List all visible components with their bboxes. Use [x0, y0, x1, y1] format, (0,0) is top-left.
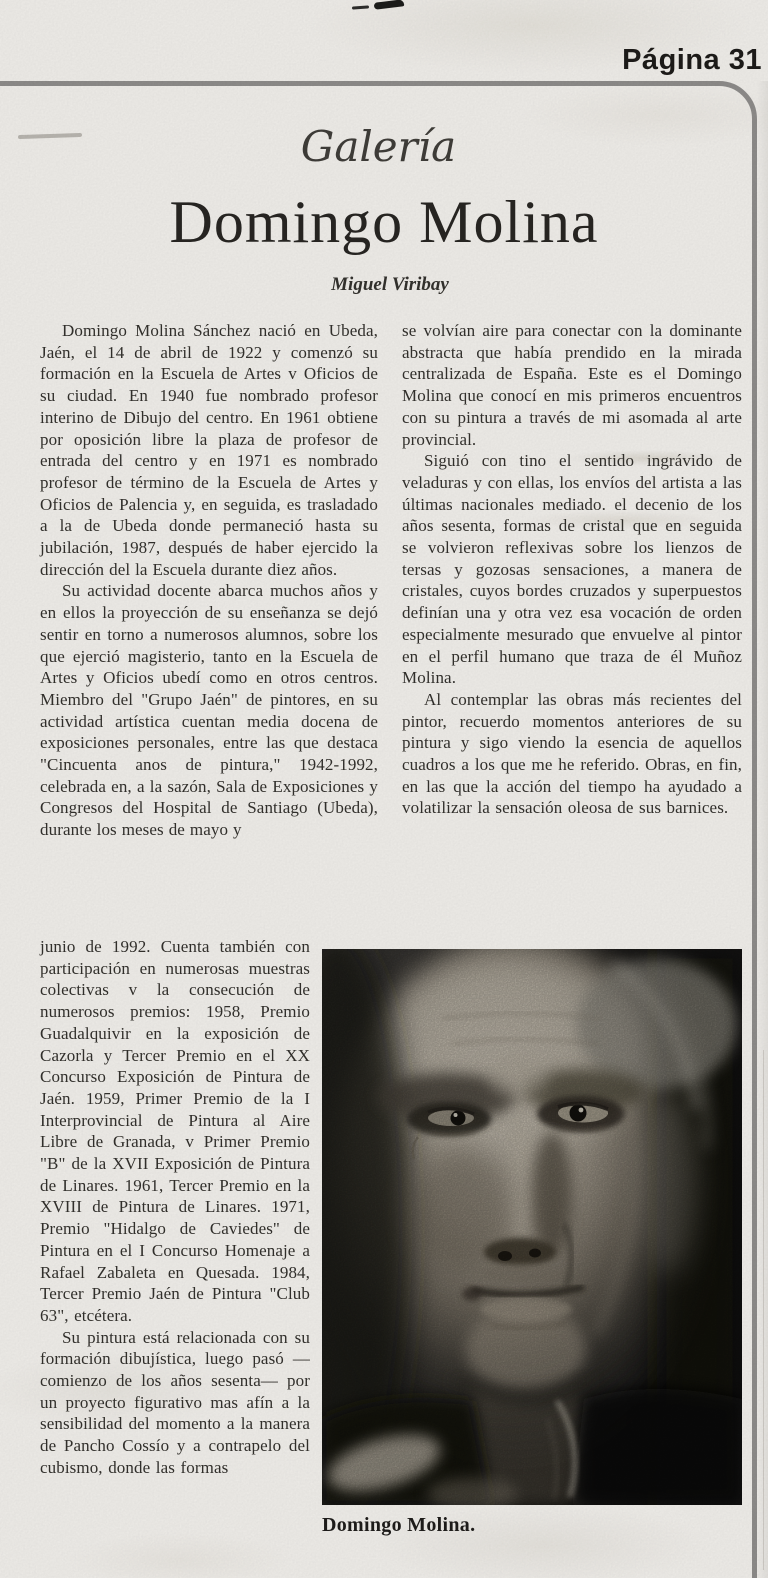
section-title: Galería — [300, 122, 457, 171]
article-paragraph: Siguió con tino el sentido ingrávido de veladuras y con ellas, los envíos del artista a las últimas nacionales mediado. el decenio de los años sesenta, formas de cristal que en seguida se volvieron reflexivas sobre los lienzos de tersas y gozosas sensaciones, a manera de cristales, cuyos bordes cruzados y superpuestos definían una y otra vez esa vocación de orden especialmente mesurado que envuelve al pintor en el perfil humano que traza de él Muñoz Molina. — [402, 451, 742, 688]
article-paragraph: Su pintura está relacionada con su formación dibujística, luego pasó —comienzo de los años sesenta— por un proyecto figurativo mas afín a la sensibilidad del momento a la manera de Pancho Cossío y a contrapelo del cubismo, donde las formas — [40, 1327, 310, 1477]
portrait-photo-image — [322, 949, 742, 1505]
scan-artifact-smudge — [374, 0, 405, 10]
article-paragraph: se volvían aire para conectar con la dominante abstracta que había prendido en la mirada centralizada de España. Este es el Domingo Molina que conocí en mis primeros encuentros con su pintura a través de mi asomada al arte provincial. — [402, 321, 742, 449]
article-paragraph: Domingo Molina Sánchez nació en Ubeda, Jaén, el 14 de abril de 1922 y comenzó su formación en la Escuela de Artes v Oficios de su ciudad. En 1940 fue nombrado profesor interino de Dibujo del centro. En 1961 obtiene por oposición libre la plaza de profesor de entrada del centro y en 1971 es nombrado profesor de término de la Escuela de Artes y Oficios de Palencia y, en seguida, es trasladado a la de Ubeda donde permaneció hasta su jubilación, 1987, después de haber ejercido la dirección del la Escuela durante diez años. — [40, 321, 378, 579]
portrait-photo — [322, 949, 742, 1505]
page-number: Página 31 — [622, 44, 762, 76]
scan-artifact-line — [763, 1050, 764, 1570]
article-title: Domingo Molina — [169, 189, 599, 255]
article-paragraph: Al contemplar las obras más recientes del pintor, recuerdo momentos anteriores de su pintura y sigo viendo la esencia de aquellos cuadros a los que me he referido. Obras, en fin, en las que la acción del tiempo ha ayudado a volatilizar la sensación oleosa de sus barnices. — [402, 689, 742, 818]
right-column — [402, 320, 742, 819]
article-paragraph: Su actividad docente abarca muchos años y en ellos la proyección de su enseñanza se dejó sentir en torno a numerosos alumnos, sobre los que ejerció magisterio, tanto en la Escuela de Artes y Oficios ubedí como en otros centros. Miembro del "Grupo Jaén" de pintores, en su actividad artística cuentan media docena de exposiciones personales, entre las que destaca "Cincuenta anos de pintura," 1942-1992, celebrada en, a la sazón, Sala de Exposiciones y Congresos del Hospital de Santiago (Ubeda), durante los meses de mayo y — [40, 581, 378, 840]
left-column-upper — [40, 320, 378, 841]
byline: Miguel Viribay — [331, 274, 449, 295]
article-paragraph: junio de 1992. Cuenta también con participación en numerosas muestras colectivas v la consecución de numerosos premios: 1958, Premio Guadalquivir en la exposición de Cazorla y Tercer Premio en el XX Concurso Exposición de Pintura de Jaén. 1959, Primer Premio de la I Interprovincial de Pintura al Aire Libre de Granada, v Primer Premio "B" de la XVII Exposición de Pintura de Linares. 1961, Tercer Premio en la XVIII de Pintura de Linares. 1971, Premio "Hidalgo de Caviedes" de Pintura en el I Concurso Homenaje a Rafael Zabaleta en Quesada. 1984, Tercer Premio Jaén de Pintura "Club 63", etcétera. — [40, 937, 310, 1325]
photo-caption: Domingo Molina. — [322, 1514, 476, 1536]
scan-artifact-smudge — [352, 5, 369, 9]
left-column-lower — [40, 936, 310, 1479]
